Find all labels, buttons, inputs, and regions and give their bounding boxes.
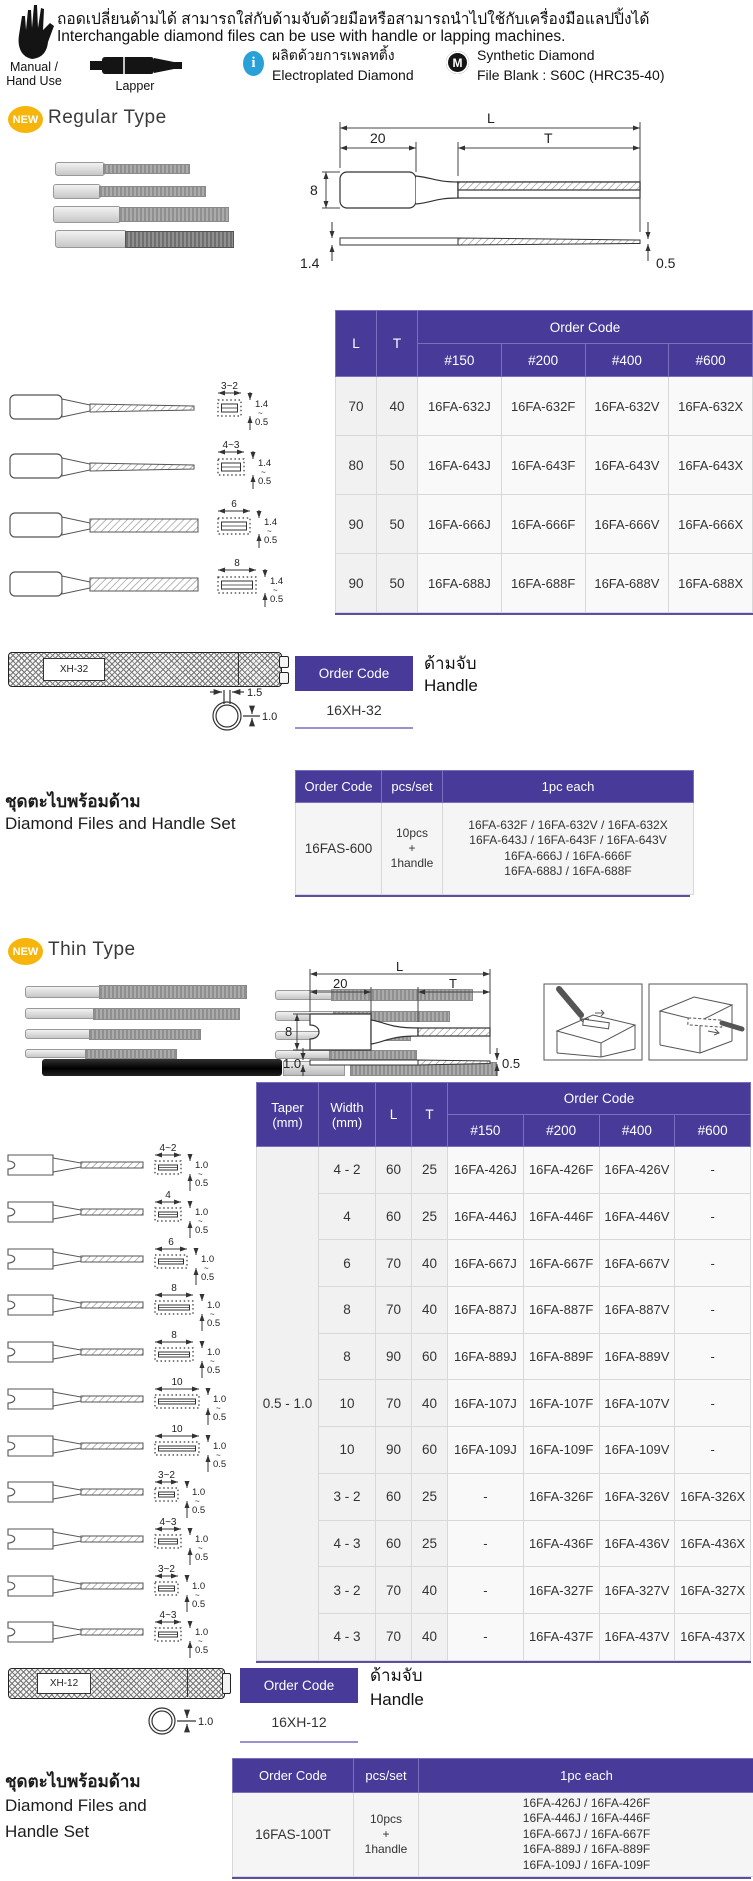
table-header-cell: #150 [448,1115,524,1147]
table-cell: 16FA-632V [585,377,669,436]
table-cell: 16FA-109F [523,1427,599,1474]
svg-text:T: T [544,130,553,146]
table-cell: 16FA-889F [523,1333,599,1380]
svg-text:6: 6 [231,498,237,510]
svg-text:0.5: 0.5 [502,1056,521,1071]
table-cell: 16FA-426J [448,1147,524,1194]
synthetic-line1: Synthetic Diamond [477,47,595,63]
table-cell: - [675,1147,751,1194]
svg-text:1.4: 1.4 [270,575,284,587]
table-cell: 16FA-327X [675,1567,751,1614]
svg-text:3~2: 3~2 [221,380,238,392]
thin-set-table [232,1758,751,1879]
hand-icon [8,2,60,60]
table-cell: 8 [319,1333,376,1380]
file-cross-section-diagram [8,497,308,558]
electroplated-english: Electroplated Diamond [272,67,414,83]
svg-text:~: ~ [273,585,278,595]
svg-text:20: 20 [333,976,348,991]
table-cell: 16FA-446V [599,1193,675,1240]
file-cross-section-diagram [8,556,308,617]
table-cell: 16FA-643J [418,436,502,495]
table-cell: - [448,1613,524,1660]
svg-text:0.5: 0.5 [656,255,676,271]
set-table-row [296,803,694,895]
svg-text:L: L [487,112,495,126]
electroplated-thai: ผลิตด้วยการเพลทติ้ง [272,47,395,63]
table-header-cell: #150 [418,344,502,377]
svg-text:~: ~ [210,1357,215,1367]
svg-text:1.4: 1.4 [258,457,272,469]
svg-text:1.4: 1.4 [264,516,278,528]
thin-handle-photo-black [42,1059,282,1076]
svg-text:0.5: 0.5 [213,1411,227,1423]
svg-text:3~2: 3~2 [158,1563,175,1575]
table-cell: 16FA-887F [523,1287,599,1334]
table-cell: 60 [412,1333,448,1380]
svg-text:~: ~ [261,467,266,477]
table-header-cell: Order Code [448,1083,751,1115]
table-cell: 16FA-666F [501,495,585,554]
table-cell: 60 [376,1147,412,1194]
set-table-row [233,1793,753,1877]
svg-text:0.5: 0.5 [264,534,278,546]
svg-text:4~3: 4~3 [159,1610,177,1622]
table-cell: 16FA-688J [418,554,502,613]
table-header-cell: #600 [669,344,753,377]
svg-text:10: 10 [171,1423,183,1435]
svg-text:~: ~ [195,1590,200,1600]
svg-text:~: ~ [267,526,272,536]
table-cell: 60 [412,1427,448,1474]
table-cell: 16FA-666V [585,495,669,554]
regular-handle-photo-label: XH-32 [43,658,105,681]
svg-text:1.0: 1.0 [201,1253,215,1265]
table-cell: 16FA-667F [523,1240,599,1287]
table-cell: 16FA-889J [448,1333,524,1380]
table-cell: 70 [376,1567,412,1614]
table-header-cell: #200 [501,344,585,377]
table-cell: 70 [376,1240,412,1287]
regular-dimension-diagram [268,112,753,277]
table-cell: 16FA-327F [523,1567,599,1614]
svg-text:0.5: 0.5 [195,1645,209,1657]
table-cell: 70 [376,1380,412,1427]
table-cell: 16FA-326F [523,1473,599,1520]
table-cell: 25 [412,1193,448,1240]
table-row [257,1473,751,1520]
table-cell: 8 [319,1287,376,1334]
table-cell: 16FA-326V [599,1473,675,1520]
usage-illustration-machine [648,983,748,1061]
divider [295,727,413,729]
table-row [257,1520,751,1567]
svg-text:1.4: 1.4 [255,398,269,410]
table-cell: 16FA-437F [523,1613,599,1660]
table-cell: 50 [377,554,418,613]
thin-handle-photo-label: XH-12 [37,1673,91,1694]
table-cell: 16FA-109J [448,1427,524,1474]
table-row [257,1380,751,1427]
set-pcs-cell: 10pcs + 1handle [354,1793,419,1877]
thin-handle-cross-section [140,1700,235,1742]
table-cell: 16FA-437V [599,1613,675,1660]
thin-order-table [256,1082,751,1663]
svg-text:0.5: 0.5 [195,1178,209,1190]
regular-set-table [295,770,690,897]
table-cell: 16FA-643X [669,436,753,495]
svg-text:20: 20 [370,130,386,146]
set-items-cell: 16FA-632F / 16FA-632V / 16FA-632X 16FA-643J / 16FA-643F / 16FA-643V 16FA-666J / 16FA-666F 16FA-688J / 16FA-688F [443,803,694,895]
svg-text:1.0: 1.0 [195,1160,209,1172]
table-cell: 0.5 - 1.0 [257,1147,319,1661]
svg-text:4: 4 [165,1190,171,1202]
svg-text:0.5: 0.5 [258,475,272,487]
table-row [336,436,753,495]
table-cell: - [448,1567,524,1614]
table-cell: 90 [376,1427,412,1474]
table-header-cell: L [376,1083,412,1147]
set-order-code-cell: 16FAS-600 [296,803,382,895]
svg-text:1.0: 1.0 [213,1440,227,1452]
table-cell: 16FA-426V [599,1147,675,1194]
table-cell: 60 [376,1520,412,1567]
svg-text:3~2: 3~2 [158,1470,175,1482]
svg-text:8: 8 [171,1283,177,1295]
table-row [336,495,753,554]
table-cell: 16FA-666X [669,495,753,554]
table-cell: 25 [412,1520,448,1567]
table-row [336,377,753,436]
usage-illustration-hand [543,983,643,1061]
file-cross-section-diagram [5,1608,305,1669]
table-cell: 16FA-887J [448,1287,524,1334]
table-cell: 70 [376,1613,412,1660]
table-cell: 3 - 2 [319,1473,376,1520]
table-cell: 16FA-107F [523,1380,599,1427]
lapper-icon-label: Lapper [115,79,155,93]
svg-text:~: ~ [195,1497,200,1507]
svg-text:T: T [449,976,457,991]
set-items-cell: 16FA-426J / 16FA-426F 16FA-446J / 16FA-446F 16FA-667J / 16FA-667F 16FA-889J / 16FA-889F 16FA-109J / 16FA-109F [419,1793,753,1877]
thin-handle-order-code-header: Order Code [240,1668,358,1703]
table-row [257,1427,751,1474]
table-cell: 40 [412,1613,448,1660]
table-row [336,554,753,613]
table-cell: 16FA-887V [599,1287,675,1334]
svg-text:~: ~ [216,1450,221,1460]
table-row [257,1287,751,1334]
table-cell: 60 [376,1193,412,1240]
table-header-cell: Order Code [233,1759,354,1793]
header-english-text: Interchangable diamond files can be use with handle or lapping machines. [57,28,566,45]
table-header-cell: 1pc each [419,1759,753,1793]
table-cell: 60 [376,1473,412,1520]
svg-text:0.5: 0.5 [255,416,269,428]
table-cell: 4 - 3 [319,1520,376,1567]
table-header-cell: pcs/set [354,1759,419,1793]
svg-text:~: ~ [258,408,263,418]
divider [240,1741,358,1743]
svg-text:1.0: 1.0 [195,1627,209,1639]
set-pcs-cell: 10pcs + 1handle [382,803,443,895]
thin-handle-photo [8,1668,225,1699]
file-cross-section-diagram [8,379,308,440]
table-cell: 25 [412,1473,448,1520]
table-cell: 16FA-107V [599,1380,675,1427]
table-cell: 16FA-437X [675,1613,751,1660]
table-cell: 16FA-436V [599,1520,675,1567]
table-header-cell: Width (mm) [319,1083,376,1147]
svg-text:10: 10 [171,1376,183,1388]
svg-text:1.0: 1.0 [207,1347,221,1359]
new-badge-thin: NEW [8,938,43,965]
table-cell: 50 [377,495,418,554]
table-header-cell: T [412,1083,448,1147]
table-cell: - [675,1240,751,1287]
table-row [257,1240,751,1287]
svg-text:0.5: 0.5 [201,1271,215,1283]
table-header-cell: 1pc each [443,771,694,803]
thin-set-english-label-2: Handle Set [5,1822,90,1841]
table-header-cell: Order Code [296,771,382,803]
svg-text:~: ~ [198,1637,203,1647]
table-header-cell: T [377,311,418,377]
info-icon: i [243,51,264,76]
regular-set-thai-label: ชุดตะไบพร้อมด้าม [5,792,141,811]
svg-text:8: 8 [171,1330,177,1342]
table-cell: 16FA-109V [599,1427,675,1474]
svg-text:6: 6 [168,1236,174,1248]
table-cell: 4 - 2 [319,1147,376,1194]
svg-text:0.5: 0.5 [207,1318,221,1330]
file-cross-section-diagram [8,438,308,499]
table-cell: - [675,1427,751,1474]
thin-handle-order-code: 16XH-12 [271,1714,327,1730]
table-cell: 16FA-632F [501,377,585,436]
lapper-icon [84,55,186,77]
table-cell: - [675,1193,751,1240]
regular-set-english-label: Diamond Files and Handle Set [5,814,236,833]
svg-text:1.0: 1.0 [262,711,278,723]
table-cell: 10 [319,1427,376,1474]
svg-text:~: ~ [210,1310,215,1320]
table-header-cell: #400 [599,1115,675,1147]
svg-text:~: ~ [204,1263,209,1273]
svg-text:1.4: 1.4 [300,255,320,271]
svg-text:1.0: 1.0 [192,1487,206,1499]
thin-dimension-diagram [283,962,523,1077]
synthetic-line2: File Blank : S60C (HRC35-40) [477,67,665,83]
table-cell: 16FA-327V [599,1567,675,1614]
svg-text:4~3: 4~3 [222,439,240,451]
table-cell: 16FA-667V [599,1240,675,1287]
table-cell: 16FA-436X [675,1520,751,1567]
table-cell: 80 [336,436,377,495]
table-header-cell: #200 [523,1115,599,1147]
table-cell: 40 [412,1567,448,1614]
svg-text:1.0: 1.0 [195,1533,209,1545]
table-row [257,1333,751,1380]
table-cell: 16FA-643V [585,436,669,495]
table-row [257,1193,751,1240]
regular-handle-order-code-header: Order Code [295,656,413,691]
table-cell: 16FA-426F [523,1147,599,1194]
thin-set-english-label-1: Diamond Files and [5,1796,147,1815]
svg-text:8: 8 [285,1024,293,1039]
table-cell: 3 - 2 [319,1567,376,1614]
table-cell: 40 [377,377,418,436]
svg-text:1.0: 1.0 [195,1207,209,1219]
table-cell: 70 [376,1287,412,1334]
header-thai-text: ถอดเปลี่ยนด้ามได้ สามารถใส่กับด้ามจับด้วยมือหรือสามารถนำไปใช้กับเครื่องมือแลปปิ้งได้ [57,11,650,28]
table-cell: 16FA-326X [675,1473,751,1520]
table-cell: 16FA-667J [448,1240,524,1287]
table-cell: 90 [336,554,377,613]
svg-text:1.0: 1.0 [283,1056,302,1071]
table-cell: - [448,1473,524,1520]
svg-text:0.5: 0.5 [192,1598,206,1610]
hand-icon-label: Manual / Hand Use [6,60,62,88]
table-cell: 16FA-436F [523,1520,599,1567]
thin-handle-english-label: Handle [370,1690,424,1709]
thin-handle-thai-label: ด้ามจับ [370,1666,423,1685]
svg-text:~: ~ [198,1543,203,1553]
table-cell: 40 [412,1287,448,1334]
svg-text:0.5: 0.5 [195,1225,209,1237]
svg-text:L: L [396,962,404,974]
regular-type-title: Regular Type [48,107,167,128]
svg-text:0.5: 0.5 [213,1458,227,1470]
svg-text:0.5: 0.5 [270,593,284,605]
svg-text:~: ~ [198,1170,203,1180]
table-row [257,1567,751,1614]
table-cell: 90 [336,495,377,554]
table-cell: 90 [376,1333,412,1380]
set-order-code-cell: 16FAS-100T [233,1793,354,1877]
table-cell: 16FA-889V [599,1333,675,1380]
table-cell: 16FA-688V [585,554,669,613]
regular-handle-order-code: 16XH-32 [326,702,382,718]
svg-text:0.5: 0.5 [195,1551,209,1563]
thin-type-title: Thin Type [48,939,136,960]
svg-text:1.0: 1.0 [192,1580,206,1592]
table-cell: 16FA-446J [448,1193,524,1240]
table-cell: - [448,1520,524,1567]
table-cell: 4 - 3 [319,1613,376,1660]
table-header-cell: Order Code [418,311,753,344]
regular-handle-cross-section [200,686,300,736]
table-cell: 50 [377,436,418,495]
table-cell: - [675,1333,751,1380]
svg-text:~: ~ [198,1217,203,1227]
table-cell: 6 [319,1240,376,1287]
table-cell: 16FA-666J [418,495,502,554]
svg-text:4~2: 4~2 [159,1143,177,1155]
table-cell: 16FA-446F [523,1193,599,1240]
table-cell: 16FA-688X [669,554,753,613]
svg-text:1.0: 1.0 [207,1300,221,1312]
material-icon: M [446,51,469,74]
svg-text:4~3: 4~3 [159,1516,177,1528]
table-header-cell: #400 [585,344,669,377]
table-header-cell: pcs/set [382,771,443,803]
svg-text:8: 8 [234,557,240,569]
table-cell: 16FA-632X [669,377,753,436]
regular-handle-english-label: Handle [424,676,478,695]
svg-text:1.5: 1.5 [247,687,263,699]
svg-text:0.5: 0.5 [207,1365,221,1377]
table-cell: - [675,1287,751,1334]
regular-handle-thai-label: ด้ามจับ [424,654,477,673]
table-row [257,1147,751,1194]
table-cell: 40 [412,1380,448,1427]
regular-order-table [335,310,753,615]
table-cell: 25 [412,1147,448,1194]
table-cell: 40 [412,1240,448,1287]
new-badge-regular: NEW [8,106,43,133]
svg-text:8: 8 [310,182,318,198]
table-cell: 70 [336,377,377,436]
svg-text:1.0: 1.0 [198,1716,214,1728]
table-cell: 16FA-632J [418,377,502,436]
table-cell: 16FA-643F [501,436,585,495]
thin-set-thai-label: ชุดตะไบพร้อมด้าม [5,1772,141,1791]
table-cell: 16FA-107J [448,1380,524,1427]
table-cell: - [675,1380,751,1427]
table-cell: 16FA-688F [501,554,585,613]
table-row [257,1613,751,1660]
svg-text:1.0: 1.0 [213,1393,227,1405]
regular-handle-photo [8,652,282,687]
svg-text:~: ~ [216,1403,221,1413]
table-cell: 4 [319,1193,376,1240]
table-header-cell: Taper (mm) [257,1083,319,1147]
table-header-cell: #600 [675,1115,751,1147]
table-cell: 10 [319,1380,376,1427]
table-header-cell: L [336,311,377,377]
svg-text:0.5: 0.5 [192,1505,206,1517]
